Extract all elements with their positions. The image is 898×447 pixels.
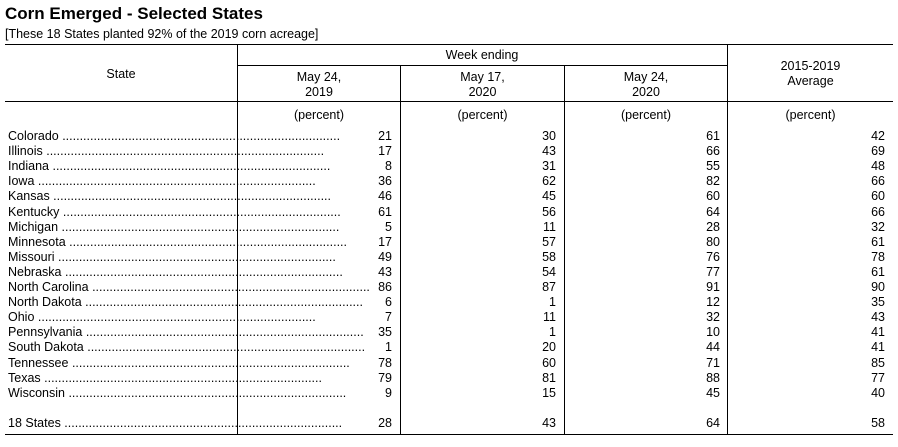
unit-label: (percent): [620, 108, 672, 122]
value-cell: 10: [706, 325, 720, 340]
value-cell: 43: [378, 264, 392, 279]
leader-dots: ................................................................................: [64, 385, 347, 400]
table-row: [0, 265, 898, 280]
value-cell: 58: [871, 416, 885, 430]
value-cell: 76: [706, 249, 720, 264]
table-row: [0, 371, 898, 386]
leader-dots: ................................................................................: [54, 249, 336, 264]
value-cell: 88: [706, 370, 720, 385]
value-cell: 43: [871, 310, 885, 325]
value-cell: 85: [871, 355, 885, 370]
unit-label: (percent): [457, 108, 508, 122]
value-cell: 58: [542, 249, 556, 264]
leader-dots: ................................................................................: [59, 204, 341, 219]
value-cell: 1: [549, 325, 556, 340]
state-name-cell: Kentucky ................................................................................: [8, 204, 341, 219]
value-cell: 49: [378, 249, 392, 264]
value-cell: 40: [871, 385, 885, 400]
table-row: [0, 356, 898, 371]
table-title: Corn Emerged - Selected States: [5, 4, 263, 23]
value-cell: 30: [542, 129, 556, 143]
value-cell: 46: [378, 189, 392, 204]
value-cell: 66: [871, 204, 885, 219]
value-cell: 15: [542, 385, 556, 400]
state-name-cell: Iowa ................................................................................: [8, 174, 316, 189]
table-row: [0, 386, 898, 401]
leader-dots: ................................................................................: [58, 129, 341, 143]
value-cell: 9: [385, 385, 392, 400]
leader-dots: ................................................................................: [40, 370, 322, 385]
unit-label: (percent): [785, 108, 836, 122]
state-name-cell: Pennsylvania ................................................................................: [8, 325, 364, 340]
week-ending-header: Week ending: [445, 48, 519, 62]
leader-dots: ................................................................................: [42, 144, 325, 159]
header-bottom-rule: [5, 101, 893, 102]
state-name-cell: Kansas ................................................................................: [8, 189, 332, 204]
value-cell: 78: [871, 249, 885, 264]
value-cell: 78: [378, 355, 392, 370]
state-name-cell: Tennessee ................................................................................: [8, 355, 350, 370]
leader-dots: ................................................................................: [65, 234, 347, 249]
leader-dots: ................................................................................: [58, 219, 340, 234]
value-cell: 54: [542, 264, 556, 279]
column-header-may-24-2019: May 24, 2019: [296, 70, 342, 99]
value-cell: 32: [871, 219, 885, 234]
leader-dots: ................................................................................: [49, 189, 332, 204]
table-row: [0, 205, 898, 220]
column-header-may-17-2020: May 17, 2020: [460, 70, 505, 99]
value-cell: 35: [871, 295, 885, 310]
value-cell: 45: [706, 385, 720, 400]
state-name-cell: South Dakota ................................................................................: [8, 340, 366, 355]
state-name-cell: Minnesota ................................................................................: [8, 234, 347, 249]
table-row: [0, 189, 898, 204]
value-cell: 43: [542, 144, 556, 159]
value-cell: 41: [871, 340, 885, 355]
leader-dots: ................................................................................: [68, 355, 350, 370]
value-cell: 77: [706, 264, 720, 279]
table-row: [0, 235, 898, 250]
state-name-cell: 18 States ................................................................................: [8, 416, 343, 430]
column-header-average: 2015-2019 Average: [780, 59, 841, 88]
value-cell: 44: [706, 340, 720, 355]
table-row: [0, 159, 898, 174]
value-cell: 87: [542, 280, 556, 294]
state-name-cell: North Dakota ................................................................................: [8, 295, 363, 310]
state-name-cell: Texas ................................................................................: [8, 370, 322, 385]
value-cell: 80: [706, 234, 720, 249]
value-cell: 71: [706, 355, 720, 370]
table-row: [0, 144, 898, 159]
value-cell: 81: [542, 370, 556, 385]
table-row: [0, 280, 898, 295]
value-cell: 28: [706, 219, 720, 234]
state-name-cell: Missouri ................................................................................: [8, 249, 336, 264]
value-cell: 43: [542, 416, 556, 430]
leader-dots: ................................................................................: [83, 340, 366, 355]
state-name-cell: Nebraska ................................................................................: [8, 264, 343, 279]
value-cell: 5: [385, 219, 392, 234]
table-row: [0, 295, 898, 310]
state-name-cell: North Carolina ................................................................................: [8, 280, 370, 294]
value-cell: 60: [871, 189, 885, 204]
value-cell: 48: [871, 159, 885, 174]
leader-dots: ................................................................................: [60, 416, 343, 430]
value-cell: 1: [385, 340, 392, 355]
leader-dots: ................................................................................: [82, 325, 364, 340]
value-cell: 82: [706, 174, 720, 189]
value-cell: 56: [542, 204, 556, 219]
value-cell: 36: [378, 174, 392, 189]
value-cell: 1: [549, 295, 556, 310]
value-cell: 8: [385, 159, 392, 174]
table-row: [0, 129, 898, 144]
leader-dots: ................................................................................: [61, 264, 343, 279]
value-cell: 61: [378, 204, 392, 219]
table-row: [0, 325, 898, 340]
value-cell: 61: [706, 129, 720, 143]
state-name-cell: Illinois ................................................................................: [8, 144, 325, 159]
value-cell: 91: [706, 280, 720, 294]
value-cell: 90: [871, 280, 885, 294]
bottom-rule: [5, 434, 893, 435]
table-row: [0, 310, 898, 325]
value-cell: 69: [871, 144, 885, 159]
value-cell: 7: [385, 310, 392, 325]
value-cell: 64: [706, 204, 720, 219]
state-name-cell: Wisconsin ................................................................................: [8, 385, 347, 400]
state-column-header: State: [106, 67, 136, 81]
week-ending-rule: [237, 65, 727, 66]
value-cell: 11: [543, 310, 556, 325]
leader-dots: ................................................................................: [34, 310, 316, 325]
leader-dots: ................................................................................: [34, 174, 316, 189]
value-cell: 17: [378, 234, 392, 249]
value-cell: 79: [378, 370, 392, 385]
leader-dots: ................................................................................: [81, 295, 363, 310]
value-cell: 62: [542, 174, 556, 189]
state-name-cell: Michigan ................................................................................: [8, 219, 340, 234]
state-name-cell: Colorado ................................................................................: [8, 129, 341, 143]
value-cell: 42: [871, 129, 885, 143]
table-row: [0, 174, 898, 189]
value-cell: 45: [542, 189, 556, 204]
value-cell: 11: [543, 219, 556, 234]
leader-dots: ................................................................................: [88, 280, 370, 294]
top-rule: [5, 44, 893, 45]
value-cell: 77: [871, 370, 885, 385]
value-cell: 61: [871, 264, 885, 279]
value-cell: 66: [706, 144, 720, 159]
value-cell: 64: [706, 416, 720, 430]
value-cell: 28: [378, 416, 392, 430]
value-cell: 86: [378, 280, 392, 294]
value-cell: 57: [542, 234, 556, 249]
table-row: [0, 250, 898, 265]
table-subtitle: [These 18 States planted 92% of the 2019 corn acreage]: [5, 27, 319, 41]
leader-dots: ................................................................................: [49, 159, 331, 174]
value-cell: 35: [378, 325, 392, 340]
total-row: [0, 416, 898, 431]
value-cell: 31: [542, 159, 556, 174]
value-cell: 17: [378, 144, 392, 159]
value-cell: 41: [871, 325, 885, 340]
value-cell: 20: [542, 340, 556, 355]
value-cell: 12: [706, 295, 720, 310]
table-row: [0, 340, 898, 355]
value-cell: 60: [706, 189, 720, 204]
value-cell: 66: [871, 174, 885, 189]
value-cell: 6: [385, 295, 392, 310]
value-cell: 55: [706, 159, 720, 174]
column-header-may-24-2020: May 24, 2020: [623, 70, 669, 99]
value-cell: 21: [378, 129, 392, 143]
state-name-cell: Ohio ................................................................................: [8, 310, 316, 325]
value-cell: 61: [871, 234, 885, 249]
value-cell: 32: [706, 310, 720, 325]
value-cell: 60: [542, 355, 556, 370]
table-row: [0, 220, 898, 235]
state-name-cell: Indiana ................................................................................: [8, 159, 331, 174]
unit-label: (percent): [293, 108, 345, 122]
